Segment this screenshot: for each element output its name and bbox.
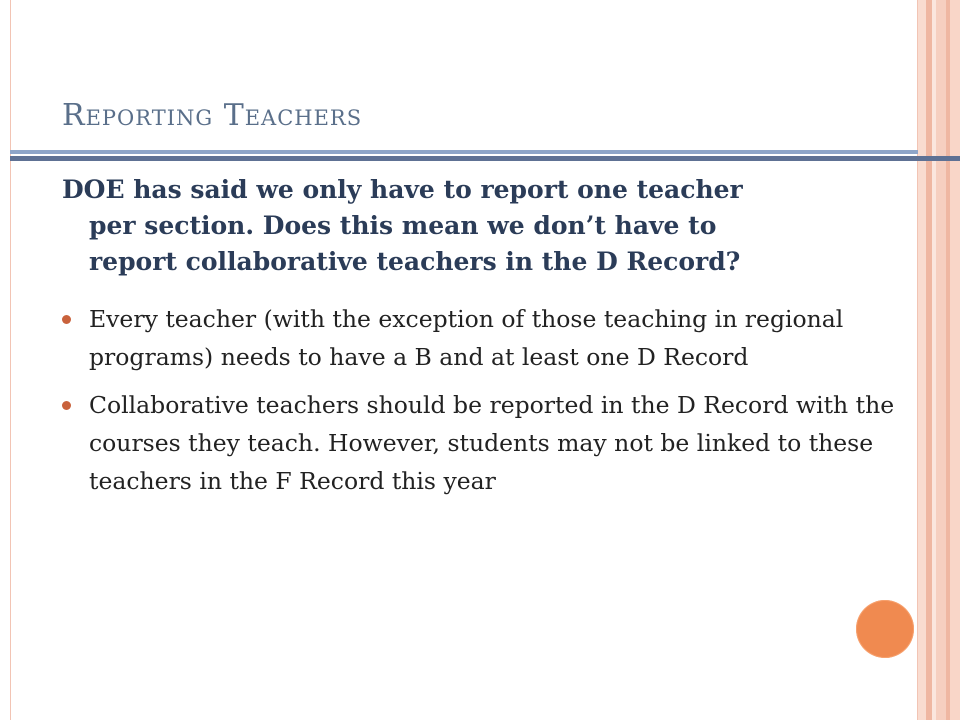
- title-rule: [10, 150, 918, 154]
- decorative-stripe: [950, 0, 960, 720]
- question-text: [62, 172, 882, 280]
- bullet-text: Every teacher (with the exception of those teaching in regional programs) needs to have a B and at least one D Record: [89, 305, 844, 371]
- decorative-orb: [856, 600, 914, 658]
- question-line: DOE has said we only have to report one teacher: [62, 175, 743, 204]
- title-rule: [10, 156, 960, 161]
- bullet-item: [62, 300, 922, 376]
- question-line: report collaborative teachers in the D Record?: [89, 247, 741, 276]
- question-line: per section. Does this mean we don’t have to: [89, 211, 717, 240]
- bullet-list: [62, 300, 922, 510]
- bullet-text: Collaborative teachers should be reported in the D Record with the courses they teach. However, students may not be linked to these teachers in the F Record this year: [89, 391, 895, 495]
- decorative-stripe: [936, 0, 946, 720]
- bullet-item: [62, 386, 922, 500]
- bullet-icon: [62, 315, 71, 324]
- bullet-icon: [62, 401, 71, 410]
- slide-title: Reporting Teachers: [62, 98, 363, 133]
